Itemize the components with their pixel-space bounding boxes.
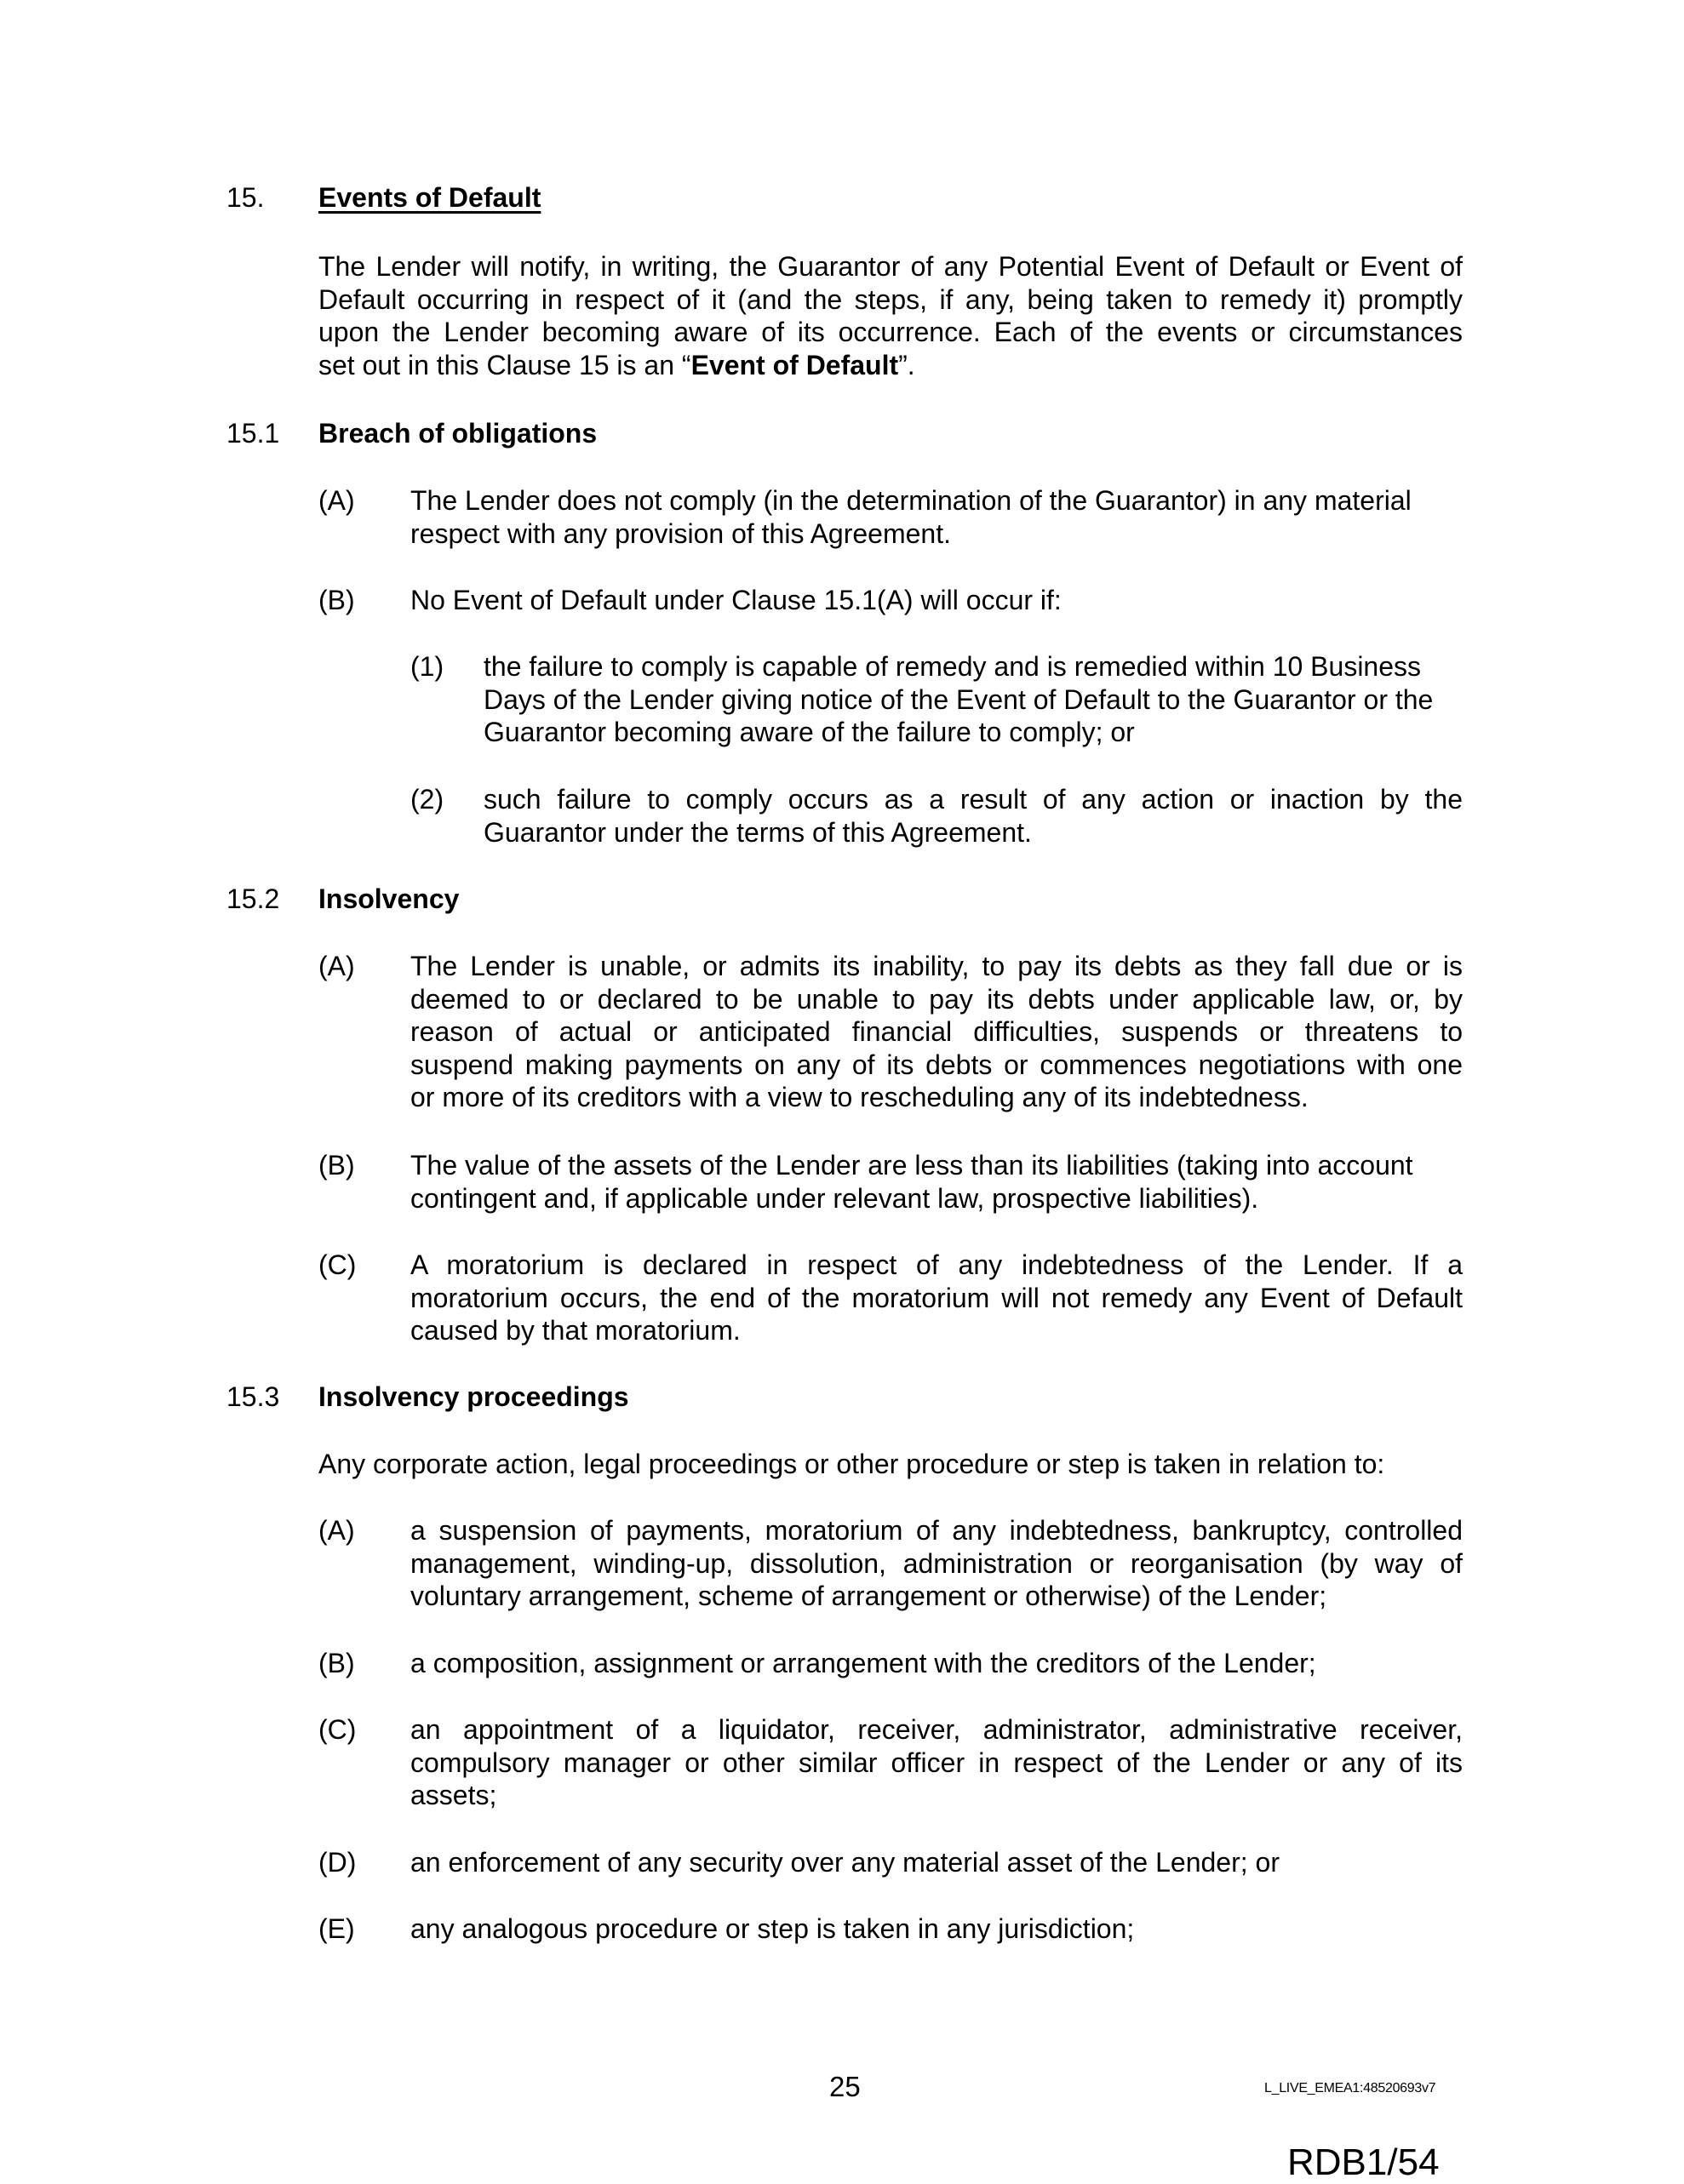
item-text [410,1249,1463,1347]
document-reference: L_LIVE_EMEA1:48520693v7 [1264,2081,1436,2095]
subitem-label: (1) [410,651,444,682]
text-line: The Lender does not comply (in the determination of the Guarantor) in any material [410,485,1412,516]
section-number: 15. [226,182,265,213]
subitem-text [484,783,1463,849]
item-text: an enforcement of any security over any material asset of the Lender; or [410,1847,1280,1878]
text-fragment: set out in this Clause 15 is an “ [318,349,691,380]
item-label: (A) [318,485,355,516]
subsection-title: Insolvency proceedings [318,1381,629,1412]
text-line: reason of actual or anticipated financial difficulties, suspends or threatens to [410,1016,1463,1047]
text-line: suspend making payments on any of its debts or commences negotiations with one [410,1049,1463,1080]
text-line: upon the Lender becoming aware of its occurrence. Each of the events or circumstances [318,317,1463,347]
item-text [410,950,1463,1114]
item-text [410,484,1463,550]
text-line: The Lender will notify, in writing, the Guarantor of any Potential Event of Default or Event of [318,251,1463,282]
subsection-intro: Any corporate action, legal proceedings or other procedure or step is taken in relation to: [318,1449,1385,1479]
text-line: Days of the Lender giving notice of the Event of Default to the Guarantor or the [484,683,1434,715]
text-line: The Lender is unable, or admits its inability, to pay its debts as they fall due or is [410,951,1463,981]
item-label: (C) [318,1249,357,1280]
text-line: respect with any provision of this Agreement. [410,517,951,549]
subitem-label: (2) [410,784,444,815]
text-line: management, winding-up, dissolution, administration or reorganisation (by way of [410,1547,1463,1579]
item-label: (A) [318,1515,355,1546]
item-label: (B) [318,1150,355,1181]
item-text: any analogous procedure or step is taken in any jurisdiction; [410,1913,1135,1944]
subsection-number: 15.2 [226,883,280,914]
text-line: deemed to or declared to be unable to pay its debts under applicable law, or, by [410,983,1463,1015]
item-text [410,1514,1463,1613]
subitem-text [484,650,1463,749]
text-line: voluntary arrangement, scheme of arrangement or otherwise) of the Lender; [410,1581,1327,1611]
text-line: assets; [410,1780,497,1810]
text-line: contingent and, if applicable under relevant law, prospective liabilities). [410,1182,1259,1214]
text-line: such failure to comply occurs as a result of any action or inaction by the [484,784,1463,815]
text-line [318,349,1463,382]
item-label: (D) [318,1847,357,1878]
text-line: compulsory manager or other similar officer in respect of the Lender or any of its [410,1747,1463,1778]
text-line: Guarantor becoming aware of the failure to comply; or [484,717,1135,747]
section-title: Events of Default [318,182,541,213]
text-line: caused by that moratorium. [410,1315,741,1346]
item-label: (B) [318,585,355,615]
text-line: A moratorium is declared in respect of any indebtedness of the Lender. If a [410,1249,1463,1280]
item-label: (A) [318,951,355,981]
item-text [410,1713,1463,1812]
item-text: a composition, assignment or arrangement with the creditors of the Lender; [410,1648,1316,1678]
item-label: (C) [318,1714,357,1745]
text-line: moratorium occurs, the end of the moratorium will not remedy any Event of Default [410,1282,1463,1313]
subsection-title: Insolvency [318,883,460,914]
item-label: (B) [318,1648,355,1678]
item-label: (E) [318,1913,355,1944]
subsection-number: 15.3 [226,1381,280,1412]
subsection-title: Breach of obligations [318,418,598,449]
subsection-number: 15.1 [226,418,280,449]
item-text: No Event of Default under Clause 15.1(A) will occur if: [410,585,1062,615]
text-fragment: ”. [898,349,915,380]
text-line: the failure to comply is capable of remedy and is remedied within 10 Business [484,651,1422,682]
bates-stamp: RDB1/54 [1287,2141,1440,2183]
item-text [410,1149,1463,1215]
text-line: Default occurring in respect of it (and the steps, if any, being taken to remedy it) promptly [318,283,1463,315]
text-line: Guarantor under the terms of this Agreement. [484,816,1032,848]
text-line: The value of the assets of the Lender are less than its liabilities (taking into account [410,1150,1413,1181]
defined-term: Event of Default [690,349,899,380]
text-line: an appointment of a liquidator, receiver, administrator, administrative receiver, [410,1714,1463,1745]
intro-paragraph [318,250,1463,381]
page-number: 25 [829,2071,861,2102]
text-line: or more of its creditors with a view to rescheduling any of its indebtedness. [410,1082,1309,1112]
text-line: a suspension of payments, moratorium of any indebtedness, bankruptcy, controlled [410,1515,1463,1546]
